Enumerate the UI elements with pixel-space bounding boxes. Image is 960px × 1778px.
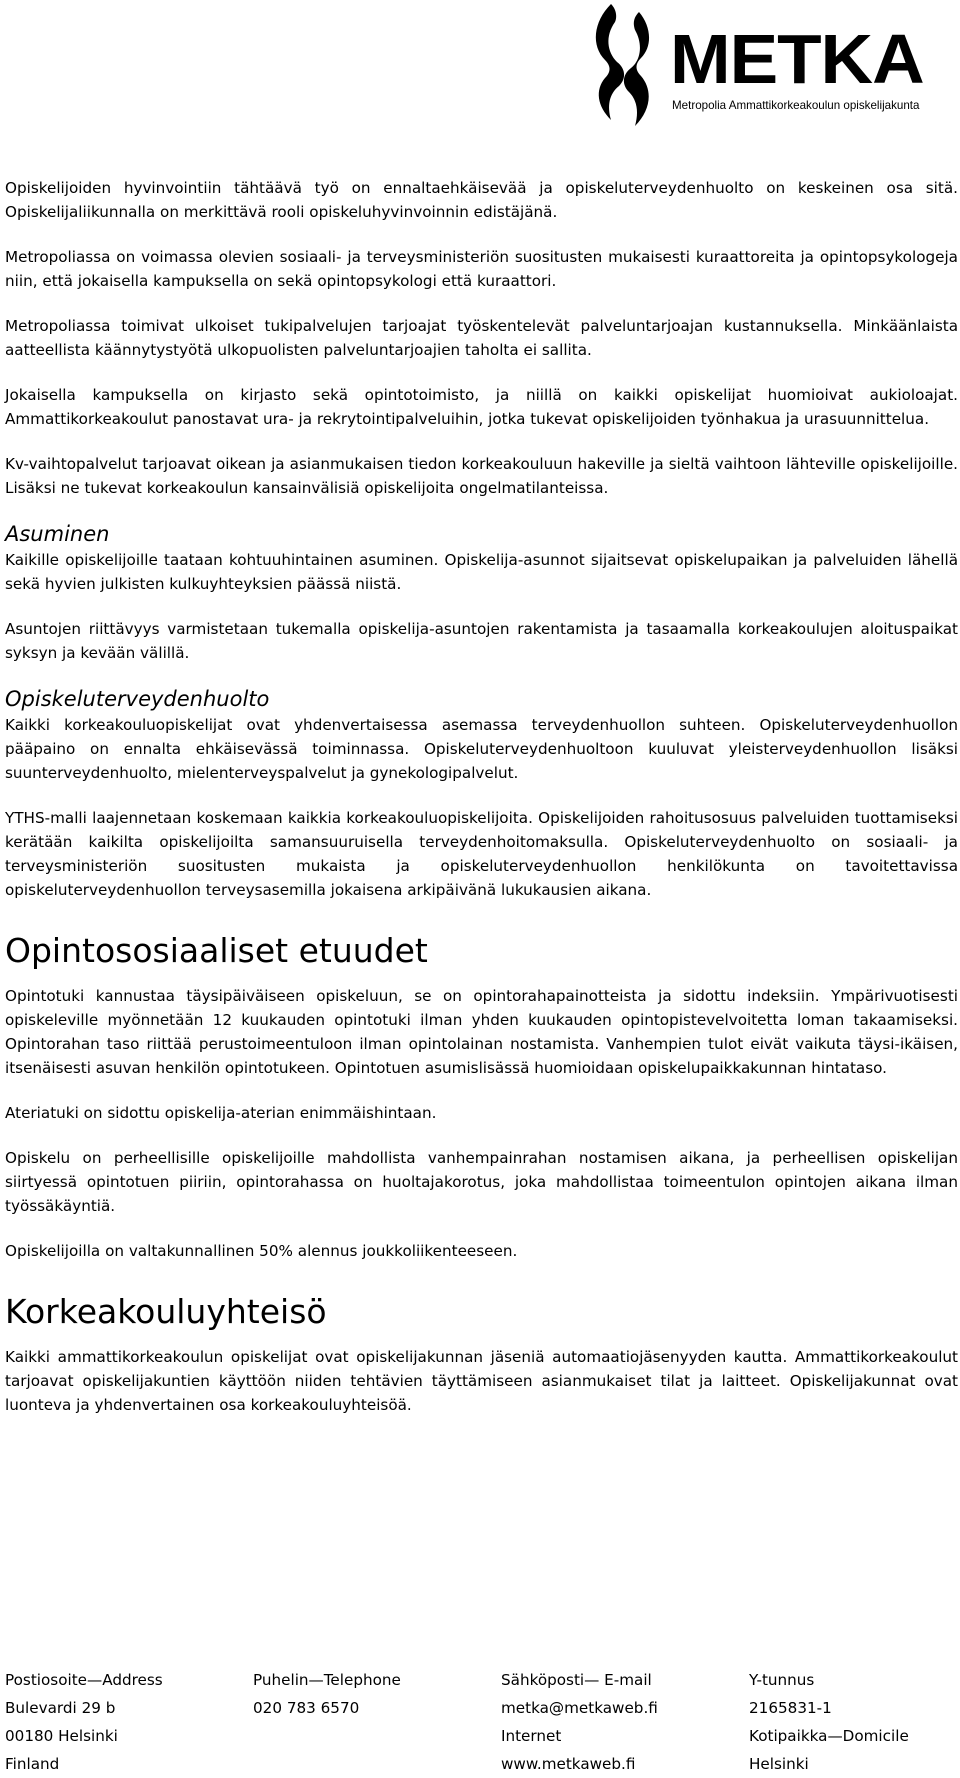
paragraph: Kv-vaihtopalvelut tarjoavat oikean ja asianmukaisen tiedon korkeakouluun hakeville ja sieltä vaihtoon lähteville opiskelijoille. Lisäksi ne tukevat korkeakoulun kansainvälisiä opiskelijoita ongelmatilanteissa.	[5, 455, 958, 497]
paragraph: Metropoliassa toimivat ulkoiset tukipalvelujen tarjoajat työskentelevät palveluntarjoajan kustannuksella. Minkäänlaista aatteellista käännytystyötä ulkopuolisten palveluntarjoajien taholta ei sallita.	[5, 317, 958, 359]
footer-label: Puhelin—Telephone	[253, 1671, 401, 1689]
footer-website-link[interactable]: www.metkaweb.fi	[501, 1755, 636, 1773]
footer-phone-column	[253, 1666, 501, 1778]
paragraph: Opiskelijoilla on valtakunnallinen 50% alennus joukkoliikenteeseen.	[5, 1242, 518, 1260]
section-heading-etuudet: Opintososiaaliset etuudet	[5, 931, 428, 970]
footer-value: Bulevardi 29 b	[5, 1699, 116, 1717]
section-heading-opiskeluterveydenhuolto: Opiskeluterveydenhuolto	[5, 687, 270, 711]
footer-label: Y-tunnus	[749, 1671, 815, 1689]
footer-value: Helsinki	[749, 1755, 809, 1773]
footer-value: 020 783 6570	[253, 1699, 360, 1717]
footer-value: 00180 Helsinki	[5, 1727, 118, 1745]
footer-address-column	[5, 1666, 253, 1778]
page-header	[0, 0, 960, 135]
paragraph: Kaikille opiskelijoille taataan kohtuuhintainen asuminen. Opiskelija-asunnot sijaitsevat opiskelupaikan ja palveluiden lähellä sekä hyvien julkisten kulkuyhteyksien päässä niistä.	[5, 551, 958, 593]
paragraph: Asuntojen riittävyys varmistetaan tukemalla opiskelija-asuntojen rakentamista ja tasaamalla korkeakoulujen aloituspaikat syksyn ja kevään välillä.	[5, 620, 958, 662]
paragraph: Kaikki korkeakouluopiskelijat ovat yhdenvertaisessa asemassa terveydenhuollon suhteen. Opiskeluterveydenhuollon pääpaino on ennalta ehkäisevässä toiminnassa. Opiskeluterveydenhuoltoon kuuluvat yleisterveydenhuollon lisäksi suunterveydenhuolto, mielenterveyspalvelut ja gynekologipalvelut.	[5, 716, 958, 782]
footer-label: Kotipaikka—Domicile	[749, 1727, 909, 1745]
footer-email-link[interactable]: metka@metkaweb.fi	[501, 1699, 658, 1717]
footer-email-column	[501, 1666, 749, 1778]
section-heading-korkeakouluyhteiso: Korkeakouluyhteisö	[5, 1292, 327, 1331]
paragraph: Opiskelijoiden hyvinvointiin tähtäävä työ on ennaltaehkäisevää ja opiskeluterveydenhuolto on keskeinen osa sitä. Opiskelijaliikunnalla on merkittävä rooli opiskeluhyvinvoinnin edistäjänä.	[5, 179, 958, 221]
page-footer	[5, 1666, 960, 1778]
footer-value: 2165831-1	[749, 1699, 832, 1717]
metka-logo-icon	[581, 2, 661, 130]
logo-tagline: Metropolia Ammattikorkeakoulun opiskelijakunta	[672, 99, 920, 112]
footer-label: Postiosoite—Address	[5, 1671, 163, 1689]
paragraph: Ateriatuki on sidottu opiskelija-aterian enimmäishintaan.	[5, 1104, 437, 1122]
paragraph: Metropoliassa on voimassa olevien sosiaali- ja terveysministeriön suositusten mukaisesti kuraattoreita ja opintopsykologeja niin, että jokaisella kampuksella on sekä opintopsykologi että kuraattori.	[5, 248, 958, 290]
paragraph: Opiskelu on perheellisille opiskelijoille mahdollista vanhempainrahan nostamisen aikana, ja perheellisen opiskelijan siirtyessä opintotuen piiriin, opintorahassa on huoltajakorotus, joka mahdollistaa toimeentulon opintojen aikana ilman työssäkäyntiä.	[5, 1149, 958, 1215]
footer-label: Sähköposti— E-mail	[501, 1671, 652, 1689]
footer-business-id-column	[749, 1666, 960, 1778]
footer-value: Finland	[5, 1755, 60, 1773]
document-body	[5, 176, 958, 1417]
paragraph: YTHS-malli laajennetaan koskemaan kaikkia korkeakouluopiskelijoita. Opiskelijoiden rahoitusosuus palveluiden tuottamiseksi kerätään kaikilta opiskelijoilta samansuuruisella terveydenhoitomaksulla. Opiskeluterveydenhuolto on sosiaali- ja terveysministeriön suositusten mukaista ja opiskeluterveydenhuollon henkilökunta on tavoitettavissa opiskeluterveydenhuollon terveysasemilla jokaisena arkipäivänä lukukausien aikana.	[5, 809, 958, 899]
paragraph: Kaikki ammattikorkeakoulun opiskelijat ovat opiskelijakunnan jäseniä automaatiojäsenyyden kautta. Ammattikorkeakoulut tarjoavat opiskelijakuntien käyttöön niiden tehtävien täyttämiseen asianmukaiset tilat ja laitteet. Opiskelijakunnat ovat luonteva ja yhdenvertainen osa korkeakouluyhteisöä.	[5, 1348, 958, 1414]
paragraph: Jokaisella kampuksella on kirjasto sekä opintotoimisto, ja niillä on kaikki opiskelijat huomioivat aukioloajat. Ammattikorkeakoulut panostavat ura- ja rekrytointipalveluihin, jotka tukevat opiskelijoiden työnhakua ja urasuunnittelua.	[5, 386, 958, 428]
footer-label: Internet	[501, 1727, 562, 1745]
section-heading-asuminen: Asuminen	[5, 522, 110, 546]
logo-wordmark: METKA	[670, 20, 924, 98]
paragraph: Opintotuki kannustaa täysipäiväiseen opiskeluun, se on opintorahapainotteista ja sidottu indeksiin. Ympärivuotisesti opiskeleville myönnetään 12 kuukauden opintotuki ilman yhden kuukauden opintopistevelvoitetta loman takaamiseksi. Opintorahan taso riittää perustoimeentuloon ilman opintolainan nostamista. Vanhempien tulot eivät vaikuta täysi-ikäisen, itsenäisesti asuvan henkilön opintotukeen. Opintotuen asumislisässä huomioidaan opiskelupaikkakunnan hintataso.	[5, 987, 958, 1077]
